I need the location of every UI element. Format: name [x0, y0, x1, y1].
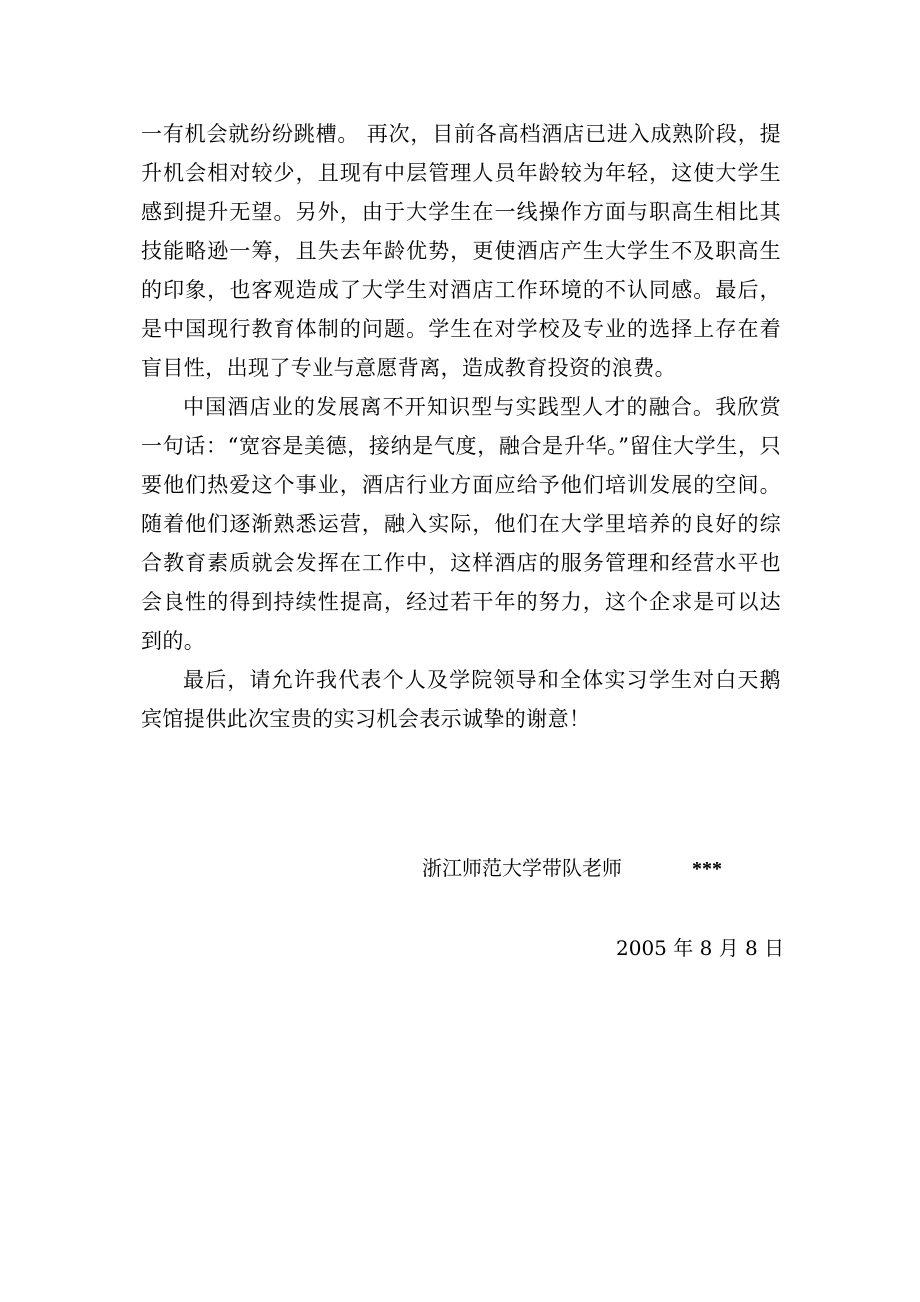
signature-name: ***	[692, 858, 722, 880]
closing-thanks-paragraph: 最后，请允许我代表个人及学院领导和全体实习学生对白天鹅宾馆提供此次宝贵的实习机会表示诚挚的谢意！	[141, 668, 781, 731]
signature-date: 2005 年 8 月 8 日	[616, 936, 785, 960]
body-paragraph-1: 一有机会就纷纷跳槽。 再次，目前各高档酒店已进入成熟阶段，提升机会相对较少，且现有中层管理人员年龄较为年轻，这使大学生感到提升无望。另外，由于大学生在一线操作方面与职高生相比其技能略逊一筹，且失去年龄优势，更使酒店产生大学生不及职高生的印象，也客观造成了大学生对酒店工作环境的不认同感。最后，是中国现行教育体制的问题。学生在对学校及专业的选择上存在着盲目性，出现了专业与意愿背离，造成教育投资的浪费。	[141, 122, 781, 380]
body-paragraph-2: 中国酒店业的发展离不开知识型与实践型人才的融合。我欣赏一句话：“宽容是美德，接纳是气度，融合是升华。”留住大学生，只要他们热爱这个事业，酒店行业方面应给予他们培训发展的空间。随着他们逐渐熟悉运营，融入实际，他们在大学里培养的良好的综合教育素质就会发挥在工作中，这样酒店的服务管理和经营水平也会良性的得到持续性提高，经过若干年的努力，这个企求是可以达到的。	[141, 395, 781, 653]
signature-affiliation: 浙江师范大学带队老师	[422, 856, 622, 880]
